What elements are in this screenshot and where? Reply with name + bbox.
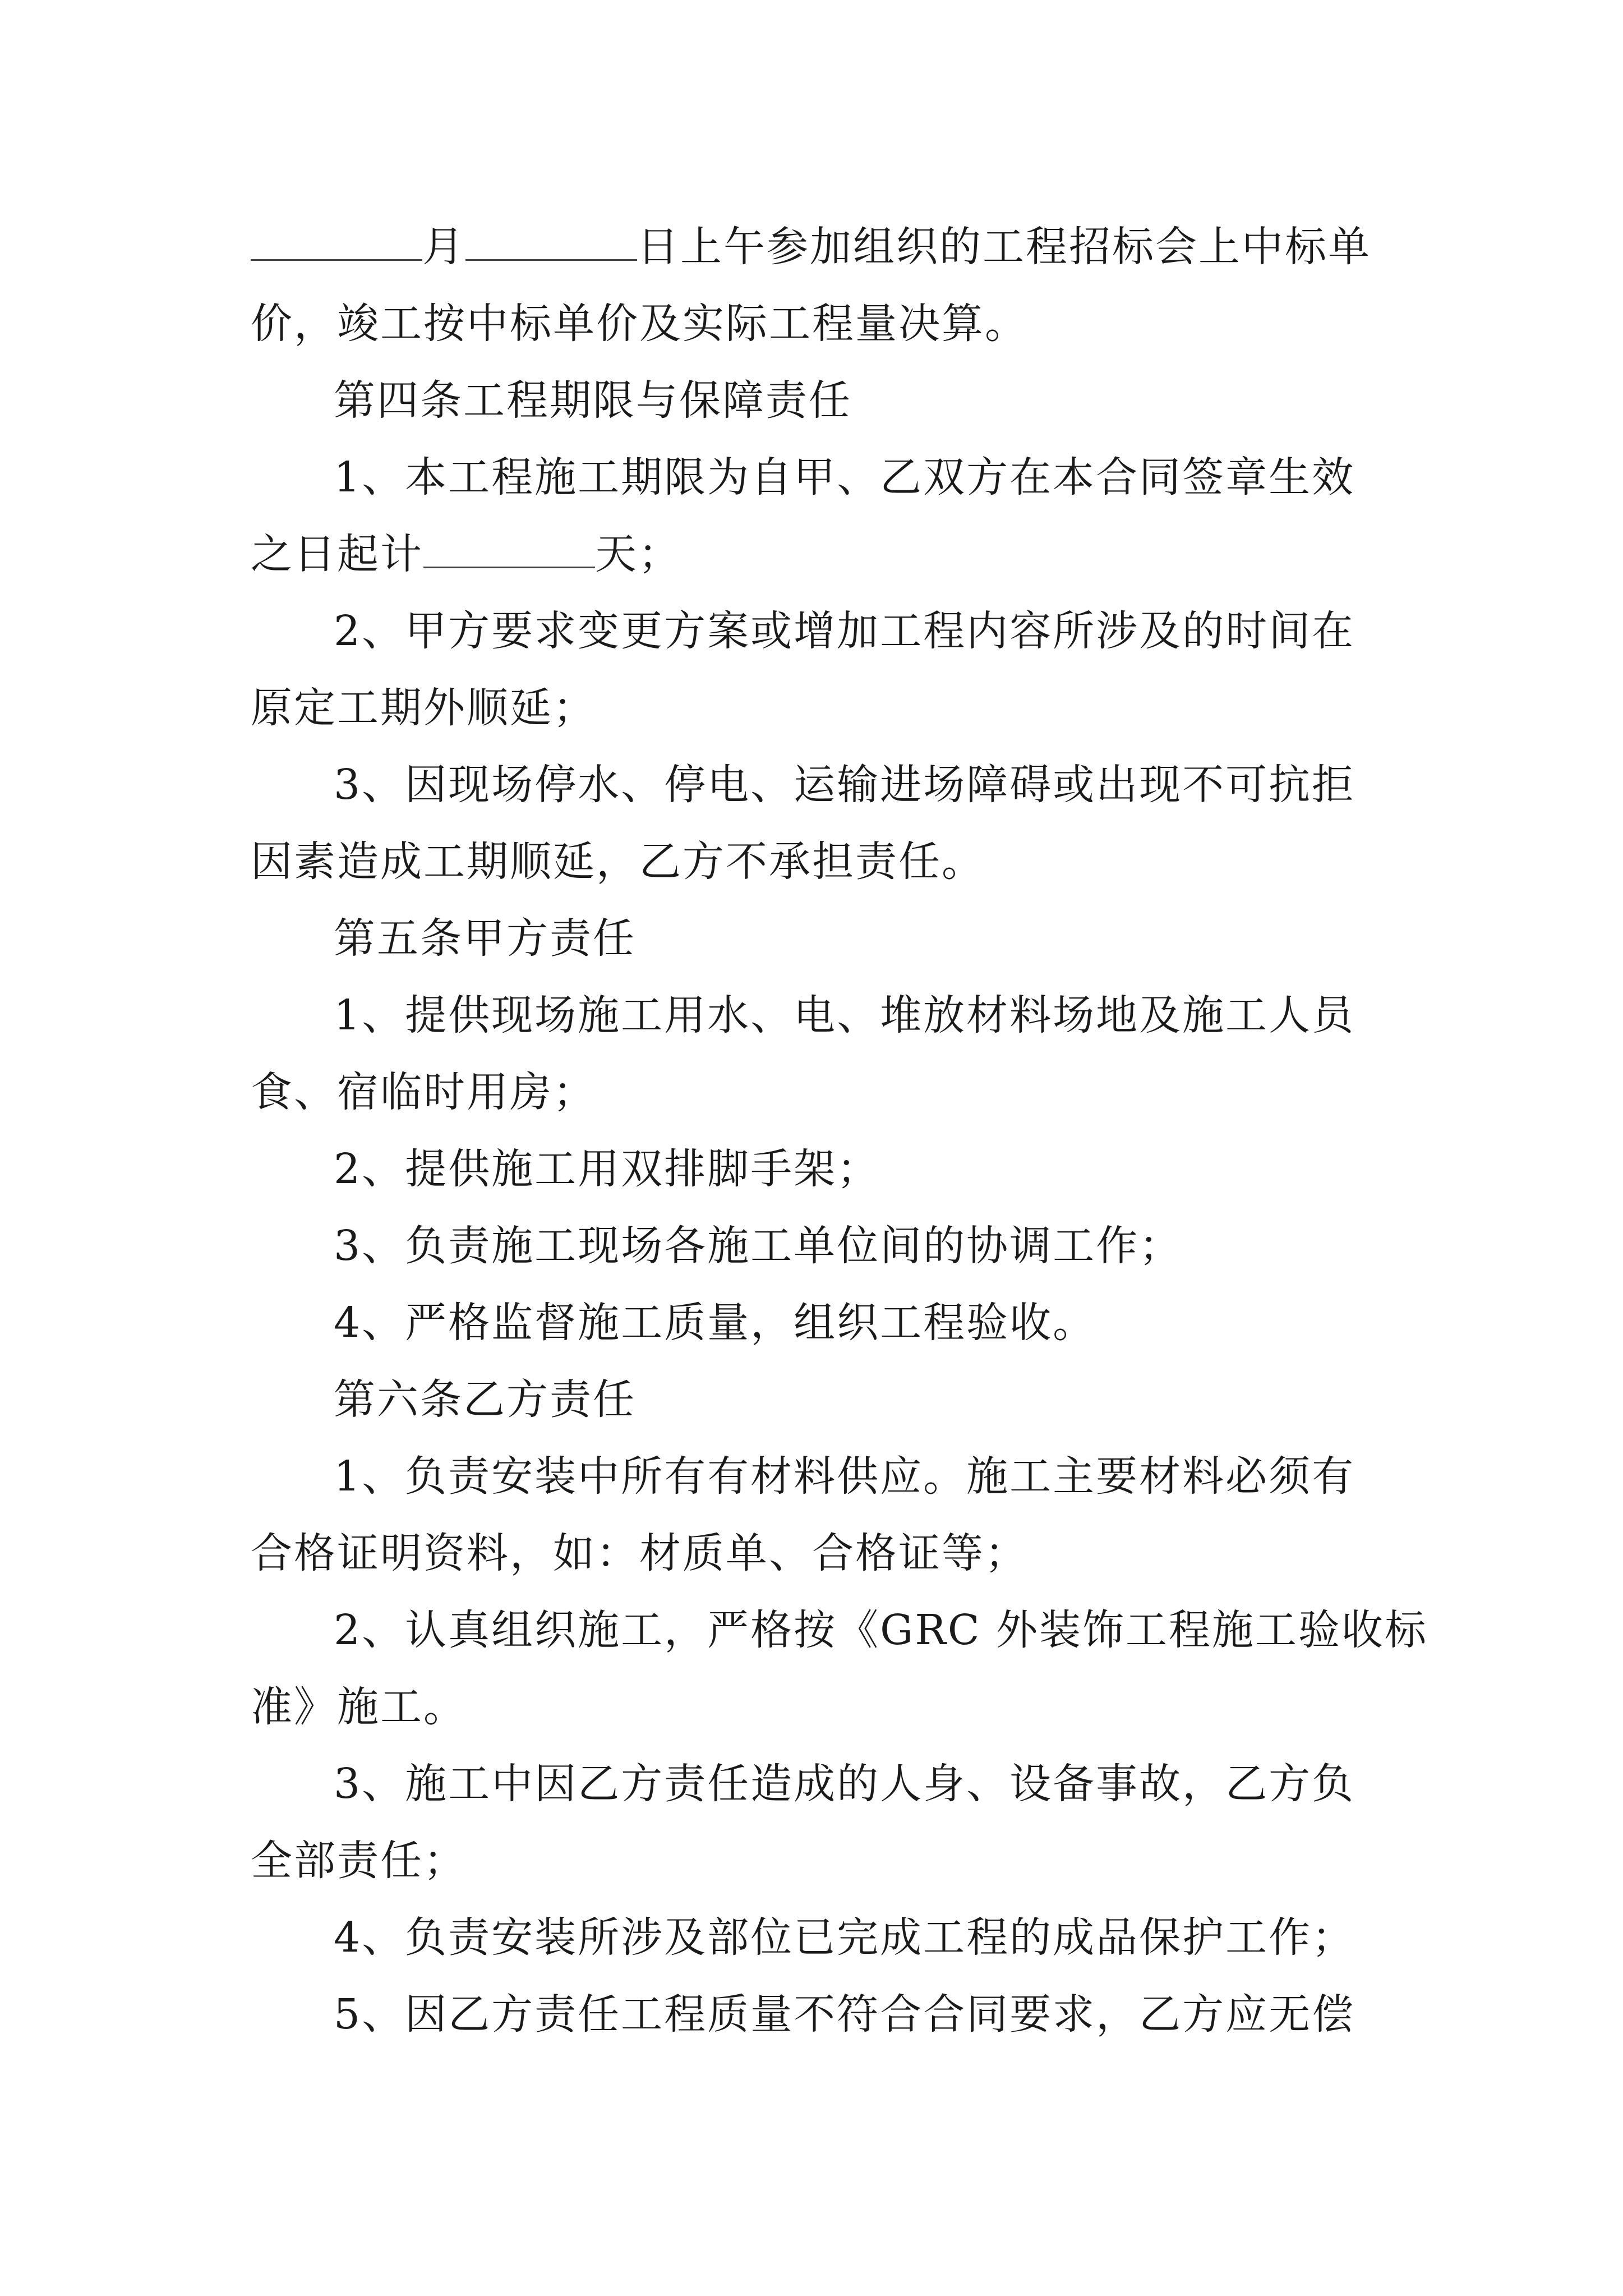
article-heading: 第四条工程期限与保障责任 (334, 376, 852, 425)
paragraph-line: 2、提供施工用双排脚手架； (334, 1145, 880, 1193)
document-body (251, 209, 1428, 2053)
paragraph-line: 1、提供现场施工用水、电、堆放材料场地及施工人员 (334, 991, 1355, 1039)
paragraph-line: 4、严格监督施工质量，组织工程验收。 (334, 1299, 1096, 1347)
paragraph-line: 准》施工。 (251, 1683, 467, 1731)
text-segment: 月 (422, 223, 465, 271)
paragraph-line: 全部责任； (251, 1837, 467, 1885)
paragraph-line: 3、施工中因乙方责任造成的人身、设备事故，乙方负 (334, 1760, 1355, 1808)
paragraph-line: 3、负责施工现场各施工单位间的协调工作； (334, 1222, 1183, 1270)
paragraph-line: 2、甲方要求变更方案或增加工程内容所涉及的时间在 (334, 607, 1355, 655)
paragraph-line: 合格证明资料，如：材质单、合格证等； (251, 1529, 1028, 1577)
paragraph-line (251, 209, 1378, 286)
paragraph-line: 价，竣工按中标单价及实际工程量决算。 (251, 300, 1028, 348)
paragraph-line: 因素造成工期顺延，乙方不承担责任。 (251, 838, 985, 886)
paragraph-line: 5、因乙方责任工程质量不符合合同要求，乙方应无偿 (334, 1990, 1355, 2039)
paragraph-line: 1、负责安装中所有有材料供应。施工主要材料必须有 (334, 1452, 1355, 1501)
text-segment: 天； (595, 530, 681, 578)
blank-field (251, 224, 422, 261)
paragraph-line: 1、本工程施工期限为自甲、乙双方在本合同签章生效 (334, 453, 1355, 501)
article-heading: 第六条乙方责任 (334, 1375, 636, 1424)
blank-field (465, 224, 637, 261)
blank-field (423, 532, 595, 568)
paragraph-line: 原定工期外顺延； (251, 684, 596, 732)
article-heading: 第五条甲方责任 (334, 914, 636, 963)
paragraph-line: 3、因现场停水、停电、运输进场障碍或出现不可抗拒 (334, 761, 1355, 809)
text-segment: 之日起计 (251, 530, 423, 578)
paragraph-line: 4、负责安装所涉及部位已完成工程的成品保护工作； (334, 1913, 1355, 1962)
paragraph-line (251, 516, 1378, 593)
text-segment: 日上午参加组织的工程招标会上中标单 (637, 223, 1371, 271)
paragraph-line: 食、宿临时用房； (251, 1068, 596, 1116)
paragraph-line: 2、认真组织施工，严格按《GRC 外装饰工程施工验收标 (334, 1606, 1428, 1654)
